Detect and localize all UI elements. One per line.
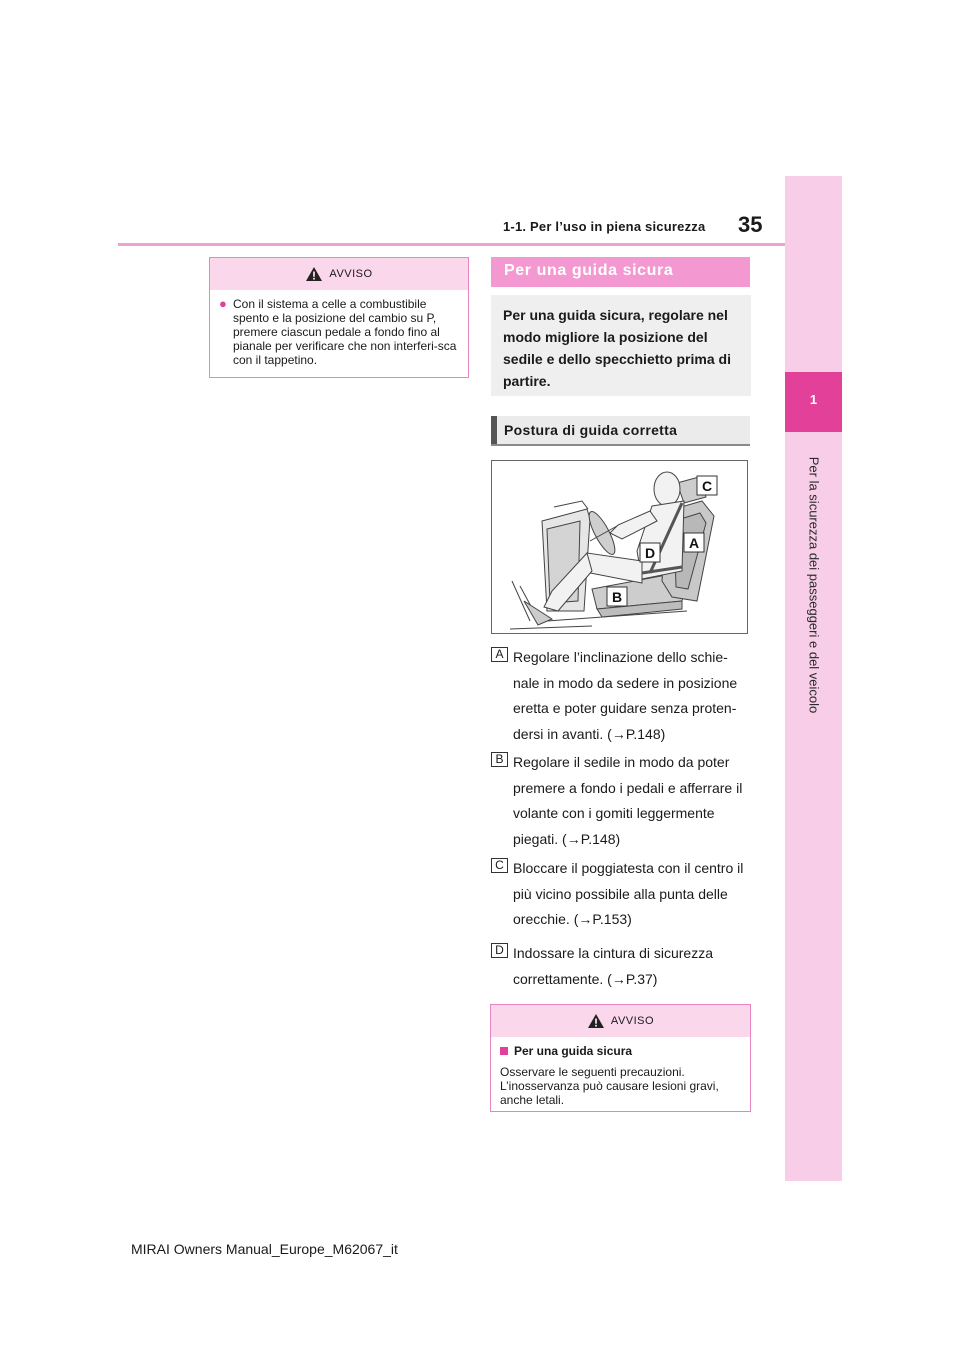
item-letter: C xyxy=(491,858,508,873)
figure-callout-d: D xyxy=(644,545,656,561)
chapter-title: Per la sicurezza dei passeggeri e del veicolo xyxy=(806,456,821,714)
subheading-bar xyxy=(491,416,497,444)
intro-box: Per una guida sicura, regolare nel modo migliore la posizione del sedile e dello specchietto prima di partire. xyxy=(491,295,751,396)
item-letter: B xyxy=(491,752,508,767)
section-title: 1-1. Per l’uso in piena sicurezza xyxy=(503,219,706,234)
section-heading xyxy=(491,257,750,287)
warning-triangle-icon xyxy=(305,266,323,282)
header-rule xyxy=(118,243,786,246)
warning-title: AVVISO xyxy=(329,267,373,280)
chapter-number: 1 xyxy=(809,392,818,407)
chapter-title-wrap xyxy=(785,440,842,730)
figure-callout-a: A xyxy=(688,535,700,551)
item-letter: A xyxy=(491,647,508,662)
warning-subtitle-row xyxy=(500,1044,741,1058)
subheading xyxy=(491,416,750,446)
subheading-text: Postura di guida corretta xyxy=(504,422,678,438)
square-bullet-icon xyxy=(500,1047,508,1055)
warning-triangle-icon xyxy=(587,1013,605,1029)
figure-callout-c: C xyxy=(701,478,713,494)
warning-box-safe-driving xyxy=(490,1004,751,1112)
item-text: Bloccare il poggiatesta con il centro il più vicino possibile alla punta delle orecchie. (→P.153) xyxy=(513,860,744,927)
item-text: Indossare la cintura di sicurezza correttamente. (→P.37) xyxy=(513,945,713,987)
item-letter: D xyxy=(491,943,508,958)
footer-text: MIRAI Owners Manual_Europe_M62067_it xyxy=(131,1241,398,1257)
warning-box-pedals xyxy=(209,257,469,378)
bullet-icon: ● xyxy=(219,296,227,311)
driving-posture-figure xyxy=(491,460,748,634)
section-heading-text: Per una guida sicura xyxy=(504,262,674,279)
page-number: 35 xyxy=(738,212,763,237)
driver-seat-illustration xyxy=(492,461,747,633)
warning-header xyxy=(210,258,468,290)
warning-title: AVVISO xyxy=(610,1014,655,1027)
item-text: Regolare il sedile in modo da poter premere a fondo i pedali e afferrare il volante con i gomiti leggermente piegati. (→P.148) xyxy=(513,754,743,847)
figure-callout-b: B xyxy=(611,589,623,605)
warning-subtitle: Per una guida sicura xyxy=(514,1044,633,1058)
warning-text: Osservare le seguenti precauzioni. L’inosservanza può causare lesioni gravi, anche letali. xyxy=(500,1065,719,1107)
item-text: Regolare l’inclinazione dello schie-nale in modo da sedere in posizione eretta e poter guidare senza proten-dersi in avanti. (→P.148) xyxy=(513,649,738,742)
warning-text: Con il sistema a celle a combustibile spento e la posizione del cambio su P, premere ciascun pedale a fondo fino al pianale per verificare che non interferi-sca con il tappetino. xyxy=(233,297,457,367)
warning-header xyxy=(491,1005,750,1037)
